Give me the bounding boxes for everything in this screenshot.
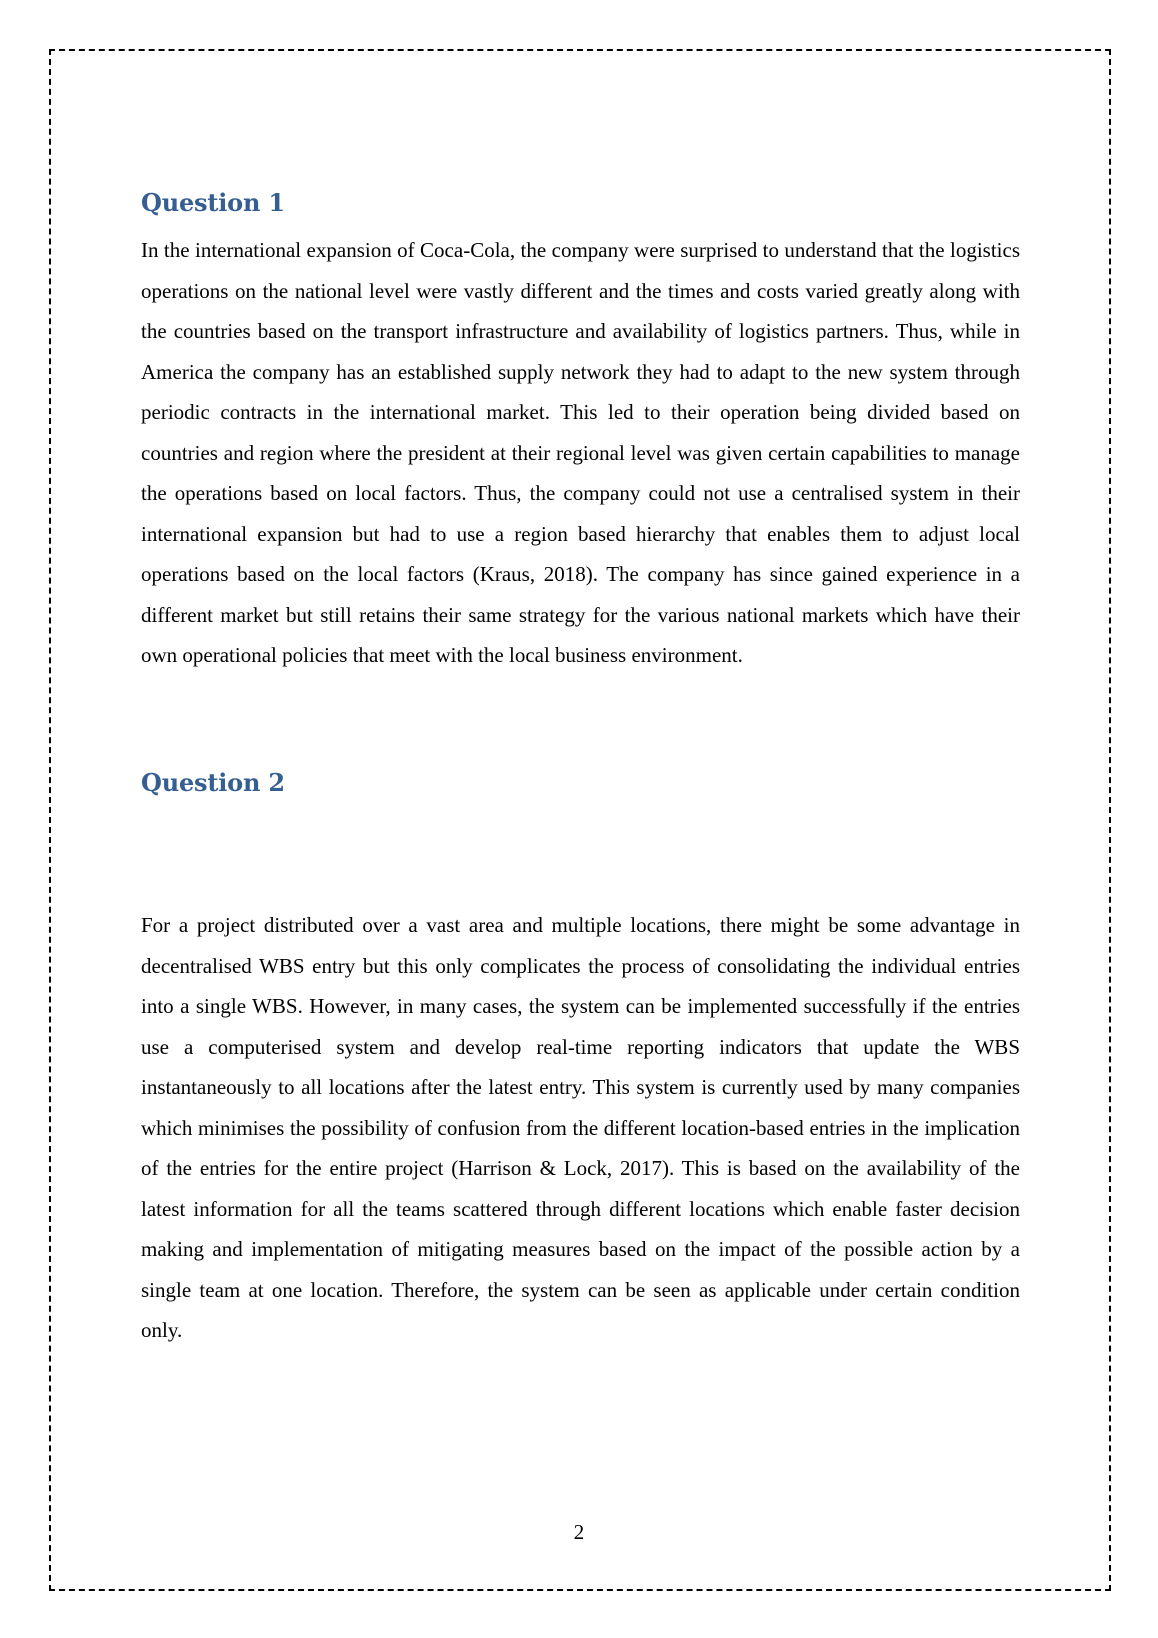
page-number: 2 — [573, 1520, 585, 1544]
section-heading-question-1: Question 1 — [141, 188, 285, 217]
section-paragraph-question-2: For a project distributed over a vast area and multiple locations, there might be some advantage in decentralised WBS entry but this only complicates the process of consolidating the individual entries into a single WBS. However, in many cases, the system can be implemented successfully if the entries use a computerised system and develop real-time reporting indicators that update the WBS instantaneously to all locations after the latest entry. This system is currently used by many companies which minimises the possibility of confusion from the different location-based entries in the implication of the entries for the entire project (Harrison & Lock, 2017). This is based on the availability of the latest information for all the teams scattered through different locations which enable faster decision making and implementation of mitigating measures based on the impact of the possible action by a single team at one location. Therefore, the system can be seen as applicable under certain condition only. — [141, 913, 1020, 1342]
section-heading-question-2: Question 2 — [141, 768, 285, 797]
section-paragraph-question-1: In the international expansion of Coca-Cola, the company were surprised to understand that the logistics operations on the national level were vastly different and the times and costs varied greatly along with the countries based on the transport infrastructure and availability of logistics partners. Thus, while in America the company has an established supply network they had to adapt to the new system through periodic contracts in the international market. This led to their operation being divided based on countries and region where the president at their regional level was given certain capabilities to manage the operations based on local factors. Thus, the company could not use a centralised system in their international expansion but had to use a region based hierarchy that enables them to adjust local operations based on the local factors (Kraus, 2018). The company has since gained experience in a different market but still retains their same strategy for the various national markets which have their own operational policies that meet with the local business environment. — [141, 238, 1020, 667]
